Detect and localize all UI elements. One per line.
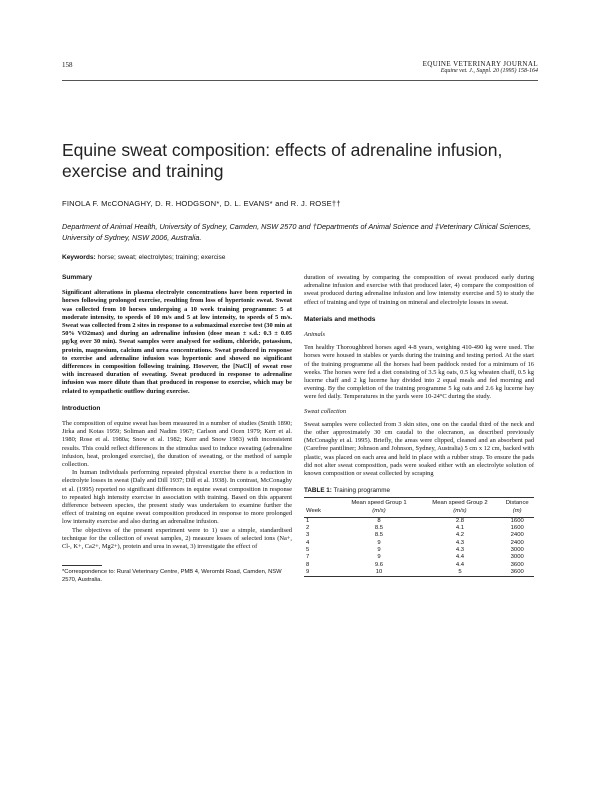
author-list: FINOLA F. McCONAGHY, D. R. HODGSON*, D. L. EVANS* and R. J. ROSE††	[62, 199, 341, 208]
table-header-row	[304, 498, 534, 517]
intro-paragraph-2: In human individuals performing repeated physical exercise there is a reduction in electrolyte losses in sweat (Daly and Dill 1937; Dill et al. 1938). In contrast, McConaghy et al. (1995) reported no significant differences in equine sweat composition in response to repeated high intensity exercise in association with training. Based on this apparent difference between species, the present study was undertaken to examine further the effect of training on equine sweat composition produced in response to more prolonged low intensity exercise and also during an adrenaline infusion.	[62, 469, 292, 526]
summary-heading: Summary	[62, 274, 93, 281]
page-number: 158	[62, 61, 73, 69]
keywords	[62, 254, 225, 261]
table-row: 9 10 5 3600	[304, 569, 534, 577]
table-row: 4 9 4.3 2400	[306, 539, 524, 546]
header-rule	[62, 80, 538, 81]
right-column	[304, 274, 534, 577]
introduction-heading: Introduction	[62, 404, 101, 412]
intro-paragraph-3: The objectives of the present experiment were to 1) use a simple, standardised technique for the collection of sweat samples, 2) measure losses of selected ions (Na+, Cl-, K+, Ca2+, Mg2+), protein and urea in sweat, 3) investigate the effect of	[62, 526, 292, 551]
affiliation: Department of Animal Health, University of Sydney, Camden, NSW 2570 and †Departments of Animal Science and ‡Veterinary Clinical Sciences, University of Sydney, NSW 2006, Australia.	[62, 222, 532, 242]
table-row: 7 9 4.4 3000	[306, 554, 524, 561]
intro-paragraph-1: The composition of equine sweat has been measured in a number of studies (Smith 1890; Jirka and Kotas 1959; Soliman and Nadim 1967; Carlson and Ocen 1979; Kerr et al. 1980; Rose et al. 1980a; Snow et al. 1982; Kerr and Snow 1983) with inconsistent results. This could reflect differences in the stimulus used to induce sweating (adrenaline infusion, heat, prolonged exercise), the duration of sweating, or the method of sample collection.	[62, 420, 292, 469]
training-programme-table	[304, 497, 534, 577]
left-column	[62, 274, 292, 584]
table-row: 3 8.5 4.2 2400	[306, 532, 524, 539]
table-row: 8 9.6 4.4 3600	[306, 561, 524, 568]
table-caption-label: TABLE 1:	[304, 487, 332, 495]
table-row: 1 8 2.8 1600	[306, 517, 524, 524]
summary-text: Significant alterations in plasma electrolyte concentrations have been reported in horses following prolonged exercise, resulting from loss of hypertonic sweat. Sweat was collected from 10 horses undergoing a 10 week training programme: 5 at moderate intensity, to speeds of 10 m/s and 5 at low intensity, to speeds of 5 m/s. Sweat was collected from 2 sites in response to a submaximal exercise test (30 min at 50% VO2max) and during an adrenaline infusion (dose mean ± s.d.: 0.3 ± 0.05 µg/kg over 30 min). Sweat samples were analysed for sodium, chloride, potassium, protein, magnesium, calcium and urea concentrations. Sweat produced in response to exercise and adrenaline infusion was hypertonic and showed no significant differences in composition following training. However, the [NaCl] of sweat rose with increased duration of sweating. Sweat produced in response to adrenaline infusion was more dilute than that produced in response to exercise, which may be related to sympathetic outflow during exercise.	[62, 289, 292, 395]
journal-citation: Equine vet. J., Suppl. 20 (1995) 158-164	[440, 68, 538, 74]
paper-title: Equine sweat composition: effects of adrenaline infusion, exercise and training	[62, 140, 503, 181]
sweat-collection-heading: Sweat collection	[304, 407, 347, 415]
keywords-text: horse; sweat; electrolytes; training; exercise	[95, 254, 226, 261]
objectives-continued: duration of sweating by comparing the composition of sweat produced early during adrenaline infusion and exercise with that produced later, 4) compare the composition of sweat produced during adrenaline infusion and low intensity exercise and 5) to study the effect of training and type of training on mineral and electrolyte losses in sweat.	[304, 274, 534, 306]
animals-heading: Animals	[304, 331, 325, 339]
header-distance: Distance (m)	[505, 500, 529, 514]
table-row: 5 9 4.3 3000	[306, 547, 524, 554]
table-caption	[304, 487, 534, 495]
table-row: 2 8.5 4.1 1600	[306, 525, 524, 532]
footnote-rule	[62, 565, 102, 566]
methods-heading: Materials and methods	[304, 315, 376, 323]
header-group-1: Mean speed Group 1 (m/s)	[351, 500, 407, 514]
table-caption-title: Training programme	[331, 487, 390, 495]
header-week: Week	[306, 507, 321, 514]
sweat-collection-text: Sweat samples were collected from 3 skin sites, one on the caudal third of the neck and the other approximately 30 cm caudal to the olecranon, as described previously (McConaghy et al. 1995). Briefly, the areas were clipped, cleaned and an absorbent pad (Carefree pantiliner; Johnson and Johnson, Sydney, Australia) 5 cm x 12 cm, backed with plastic, was placed on each area and held in place with a rubber strap. To ensure the pads did not alter sweat composition, pads were soaked either with an electrolyte solution of known composition or sweat collected by scraping	[304, 420, 534, 478]
animals-text: Ten healthy Thoroughbred horses aged 4-8 years, weighing 410-490 kg were used. The horses were housed in stables or yards during the training and testing period. At the start of the training programme all the horses had been paddock rested for a minimum of 16 weeks. The horses were fed a diet consisting of 3.5 kg oats, 0.5 kg wheaten chaff, 0.5 kg lucerne chaff and 2 kg lucerne hay divided into 2 equal meals and fed morning and evening. By the completion of the training programme 5 kg oats and 2.6 kg lucerne hay were fed daily. Temperatures in the yards were 10-24°C during the study.	[304, 344, 534, 401]
correspondence-footnote: *Correspondence to: Rural Veterinary Centre, PMB 4, Werombi Road, Camden, NSW 2570, Australia.	[62, 569, 282, 583]
journal-header	[423, 60, 538, 74]
keywords-label: Keywords:	[62, 254, 96, 261]
header-group-2: Mean speed Group 2 (m/s)	[432, 500, 488, 514]
journal-name: EQUINE VETERINARY JOURNAL	[422, 60, 538, 68]
